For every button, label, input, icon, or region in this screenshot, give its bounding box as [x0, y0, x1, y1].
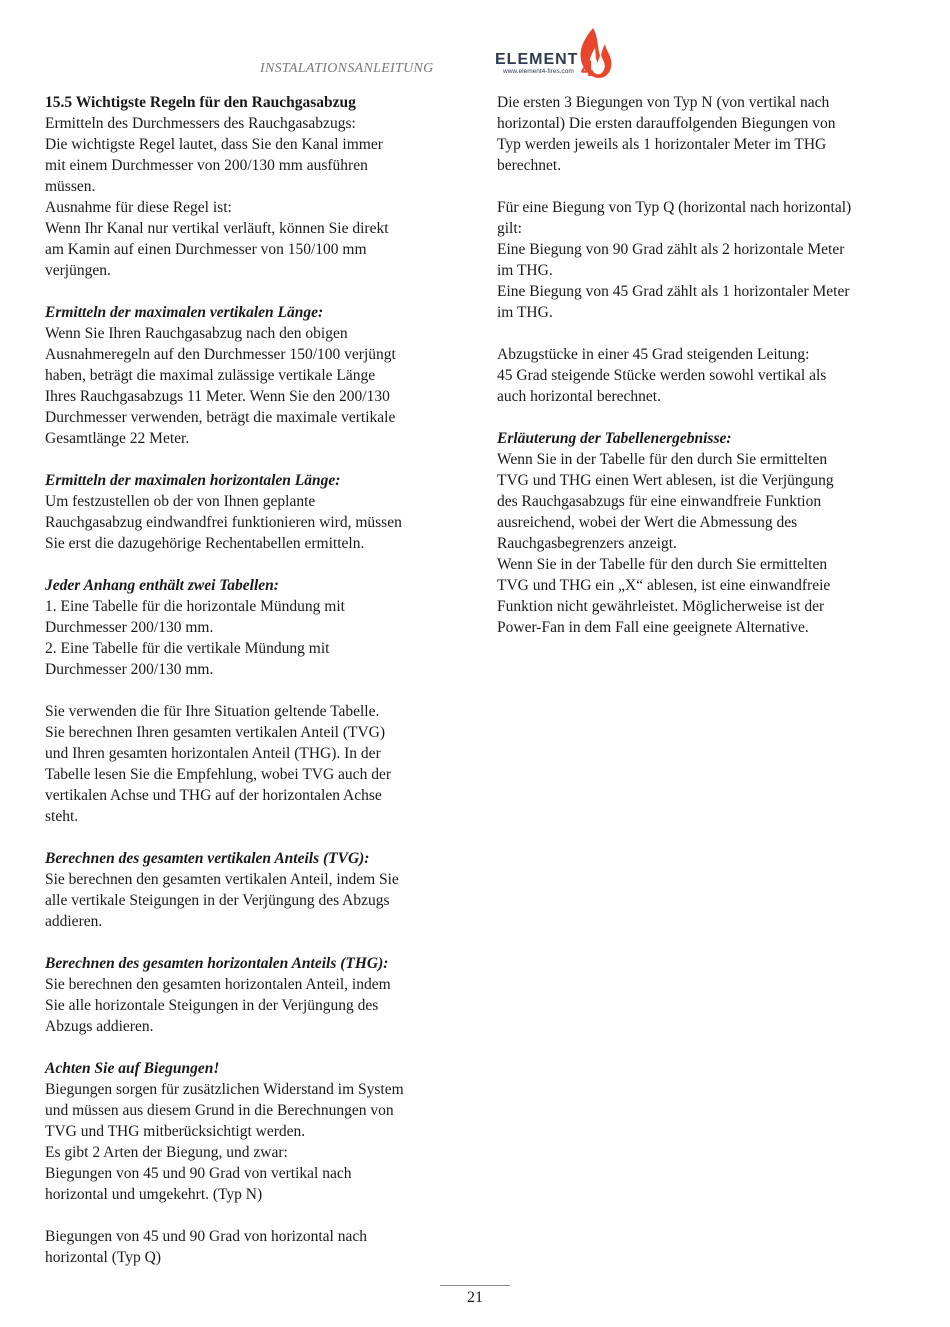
text-line: Power-Fan in dem Fall eine geeignete Alternative. [497, 619, 809, 636]
text-line: Die ersten 3 Biegungen von Typ N (von vertikal nach [497, 94, 830, 111]
text-line: alle vertikale Steigungen in der Verjüngung des Abzugs [45, 892, 390, 909]
text-line: Sie berechnen Ihren gesamten vertikalen Anteil (TVG) [45, 724, 386, 741]
text-line: Tabelle lesen Sie die Empfehlung, wobei TVG auch der [45, 766, 391, 783]
text-line: 45 Grad steigende Stücke werden sowohl vertikal als [497, 367, 827, 384]
left-column [45, 92, 465, 1289]
header-title: INSTALATIONSANLEITUNG [260, 61, 434, 76]
text-line: Abzugstücke in einer 45 Grad steigenden Leitung: [497, 346, 810, 363]
section-heading: Berechnen des gesamten vertikalen Anteils (TVG): [45, 850, 370, 867]
paragraph [45, 302, 465, 449]
paragraph [497, 197, 917, 323]
text-line: steht. [45, 808, 79, 825]
text-line: horizontal und umgekehrt. (Typ N) [45, 1186, 263, 1203]
paragraph [45, 575, 465, 680]
paragraph [497, 92, 917, 176]
text-line: Funktion nicht gewährleistet. Möglicherweise ist der [497, 598, 825, 615]
text-line: TVG und THG ein „X“ ablesen, ist eine einwandfreie [497, 577, 831, 594]
section-heading: 15.5 Wichtigste Regeln für den Rauchgasabzug [45, 94, 356, 111]
text-line: vertikalen Achse und THG auf der horizontalen Achse [45, 787, 382, 804]
text-line: Es gibt 2 Arten der Biegung, und zwar: [45, 1144, 288, 1161]
text-line: TVG und THG einen Wert ablesen, ist die Verjüngung [497, 472, 834, 489]
paragraph [45, 1226, 465, 1268]
text-line: Wenn Sie in der Tabelle für den durch Sie ermittelten [497, 556, 828, 573]
text-line: Sie berechnen den gesamten vertikalen Anteil, indem Sie [45, 871, 399, 888]
text-line: mit einem Durchmesser von 200/130 mm ausführen [45, 157, 368, 174]
text-line: 2. Eine Tabelle für die vertikale Mündung mit [45, 640, 330, 657]
logo-digit: 4 [581, 56, 594, 80]
text-line: Eine Biegung von 45 Grad zählt als 1 horizontaler Meter [497, 283, 850, 300]
text-line: berechnet. [497, 157, 562, 174]
text-line: Ermitteln des Durchmessers des Rauchgasabzugs: [45, 115, 356, 132]
text-line: Rauchgasabzug eindwandfrei funktionieren wird, müssen [45, 514, 402, 531]
paragraph [497, 344, 917, 407]
text-line: Abzugs addieren. [45, 1018, 154, 1035]
text-line: Sie verwenden die für Ihre Situation geltende Tabelle. [45, 703, 380, 720]
logo-wordmark: ELEMENT [495, 51, 579, 68]
text-line: und müssen aus diesem Grund in die Berechnungen von [45, 1102, 394, 1119]
text-line: des Rauchgasabzugs für eine einwandfreie Funktion [497, 493, 822, 510]
paragraph [45, 92, 465, 281]
paragraph [45, 701, 465, 827]
text-line: verjüngen. [45, 262, 111, 279]
text-line: Ihres Rauchgasabzugs 11 Meter. Wenn Sie den 200/130 [45, 388, 390, 405]
text-line: Für eine Biegung von Typ Q (horizontal nach horizontal) [497, 199, 852, 216]
paragraph [497, 428, 917, 638]
text-line: Biegungen sorgen für zusätzlichen Widerstand im System [45, 1081, 404, 1098]
text-line: Wenn Sie Ihren Rauchgasabzug nach den obigen [45, 325, 348, 342]
text-line: Biegungen von 45 und 90 Grad von horizontal nach [45, 1228, 367, 1245]
text-line: TVG und THG mitberücksichtigt werden. [45, 1123, 306, 1140]
text-line: Um festzustellen ob der von Ihnen geplante [45, 493, 316, 510]
footer-divider [440, 1285, 510, 1286]
text-line: horizontal (Typ Q) [45, 1249, 161, 1266]
page-number: 21 [467, 1289, 483, 1306]
flame-icon [575, 26, 615, 80]
text-line: am Kamin auf einen Durchmesser von 150/100 mm [45, 241, 367, 258]
text-line: Wenn Sie in der Tabelle für den durch Sie ermittelten [497, 451, 828, 468]
paragraph [45, 1058, 465, 1205]
text-line: horizontal) Die ersten darauffolgenden Biegungen von [497, 115, 836, 132]
text-line: Sie erst die dazugehörige Rechentabellen ermitteln. [45, 535, 365, 552]
text-line: Gesamtlänge 22 Meter. [45, 430, 190, 447]
text-line: Durchmesser 200/130 mm. [45, 619, 214, 636]
section-heading: Ermitteln der maximalen horizontalen Länge: [45, 472, 341, 489]
text-line: Wenn Ihr Kanal nur vertikal verläuft, können Sie direkt [45, 220, 389, 237]
text-line: Rauchgasbegrenzers anzeigt. [497, 535, 677, 552]
text-line: Durchmesser 200/130 mm. [45, 661, 214, 678]
text-line: Sie berechnen den gesamten horizontalen Anteil, indem [45, 976, 391, 993]
text-line: 1. Eine Tabelle für die horizontale Mündung mit [45, 598, 345, 615]
section-heading: Berechnen des gesamten horizontalen Anteils (THG): [45, 955, 389, 972]
text-line: im THG. [497, 262, 553, 279]
paragraph [45, 848, 465, 932]
logo-url: www.element4-fires.com [503, 68, 574, 75]
text-line: ausreichend, wobei der Wert die Abmessung des [497, 514, 798, 531]
section-heading: Erläuterung der Tabellenergebnisse: [497, 430, 732, 447]
right-column [497, 92, 917, 659]
text-line: gilt: [497, 220, 522, 237]
section-heading: Achten Sie auf Biegungen! [45, 1060, 220, 1077]
paragraph [45, 470, 465, 554]
text-line: addieren. [45, 913, 103, 930]
paragraph [45, 953, 465, 1037]
text-line: Eine Biegung von 90 Grad zählt als 2 horizontale Meter [497, 241, 845, 258]
text-line: Sie alle horizontale Steigungen in der Verjüngung des [45, 997, 379, 1014]
text-line: müssen. [45, 178, 96, 195]
text-line: Ausnahmeregeln auf den Durchmesser 150/100 verjüngt [45, 346, 396, 363]
brand-logo [495, 26, 615, 80]
text-line: und Ihren gesamten horizontalen Anteil (THG). In der [45, 745, 381, 762]
text-line: Durchmesser verwenden, beträgt die maximale vertikale [45, 409, 396, 426]
section-heading: Ermitteln der maximalen vertikalen Länge: [45, 304, 324, 321]
text-line: Biegungen von 45 und 90 Grad von vertikal nach [45, 1165, 352, 1182]
section-heading: Jeder Anhang enthält zwei Tabellen: [45, 577, 279, 594]
text-line: Typ werden jeweils als 1 horizontaler Meter im THG [497, 136, 827, 153]
text-line: auch horizontal berechnet. [497, 388, 661, 405]
text-line: Die wichtigste Regel lautet, dass Sie den Kanal immer [45, 136, 383, 153]
text-line: Ausnahme für diese Regel ist: [45, 199, 232, 216]
text-line: im THG. [497, 304, 553, 321]
text-line: haben, beträgt die maximal zulässige vertikale Länge [45, 367, 376, 384]
